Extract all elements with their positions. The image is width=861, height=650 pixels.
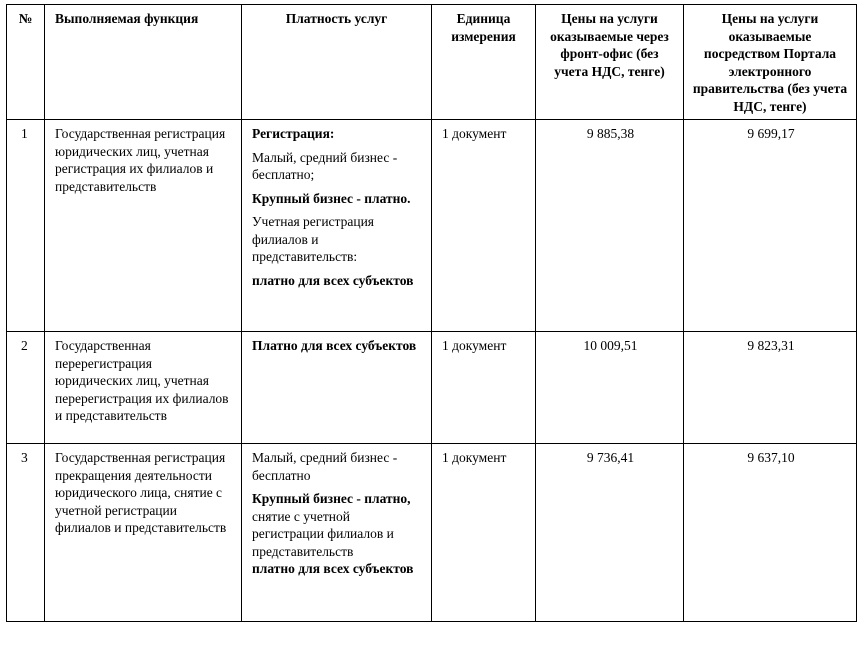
paid-line: Малый, средний бизнес - бесплатно: [252, 450, 398, 483]
table-row: [7, 332, 857, 444]
row-number: 1: [7, 120, 45, 332]
header-row: [7, 5, 857, 120]
paid-line: Малый, средний бизнес - бесплатно;: [252, 149, 398, 182]
row-price-portal: 9 823,31: [684, 332, 857, 444]
row-unit: 1 документ: [432, 120, 536, 332]
row-unit: 1 документ: [432, 444, 536, 622]
header-function: Выполняемая функция: [45, 5, 242, 120]
paid-line: платно для всех субъектов: [252, 272, 414, 288]
row-price-front: 9 885,38: [536, 120, 684, 332]
header-number: №: [7, 5, 45, 120]
header-unit: Единица измерения: [432, 5, 536, 120]
row-paid: [242, 120, 432, 332]
row-price-portal: 9 699,17: [684, 120, 857, 332]
table-row: [7, 120, 857, 332]
paid-line-mixed: [252, 490, 423, 578]
row-number: 2: [7, 332, 45, 444]
paid-line: Учетная регистрация филиалов и представительств:: [252, 214, 375, 264]
row-function: Государственная перерегистрация юридических лиц, учетная перерегистрация их филиалов и представительств: [45, 332, 242, 444]
header-paid: Платность услуг: [242, 5, 432, 120]
paid-line: Регистрация:: [252, 126, 335, 141]
row-paid: [242, 332, 432, 444]
paid-bold-text: Крупный бизнес - платно,: [252, 491, 411, 506]
paid-bold-text: платно для всех субъектов: [252, 561, 414, 576]
row-unit: 1 документ: [432, 332, 536, 444]
header-price-front: Цены на услуги оказываемые через фронт-офис (без учета НДС, тенге): [536, 5, 684, 120]
row-price-front: 9 736,41: [536, 444, 684, 622]
paid-plain-text: снятие с учетной регистрации филиалов и представительств: [252, 508, 394, 559]
paid-line: Платно для всех субъектов: [252, 338, 417, 353]
header-price-portal: Цены на услуги оказываемые посредством Портала электронного правительства (без учета НДС, тенге): [684, 5, 857, 120]
row-function: Государственная регистрация прекращения деятельности юридического лица, снятие с учетной регистрации филиалов и представительств: [45, 444, 242, 622]
paid-line: Крупный бизнес - платно.: [252, 190, 411, 206]
row-price-portal: 9 637,10: [684, 444, 857, 622]
row-function: Государственная регистрация юридических лиц, учетная регистрация их филиалов и представительств: [45, 120, 242, 332]
row-paid: [242, 444, 432, 622]
table-row: [7, 444, 857, 622]
row-price-front: 10 009,51: [536, 332, 684, 444]
tariff-table: [6, 4, 857, 622]
row-number: 3: [7, 444, 45, 622]
